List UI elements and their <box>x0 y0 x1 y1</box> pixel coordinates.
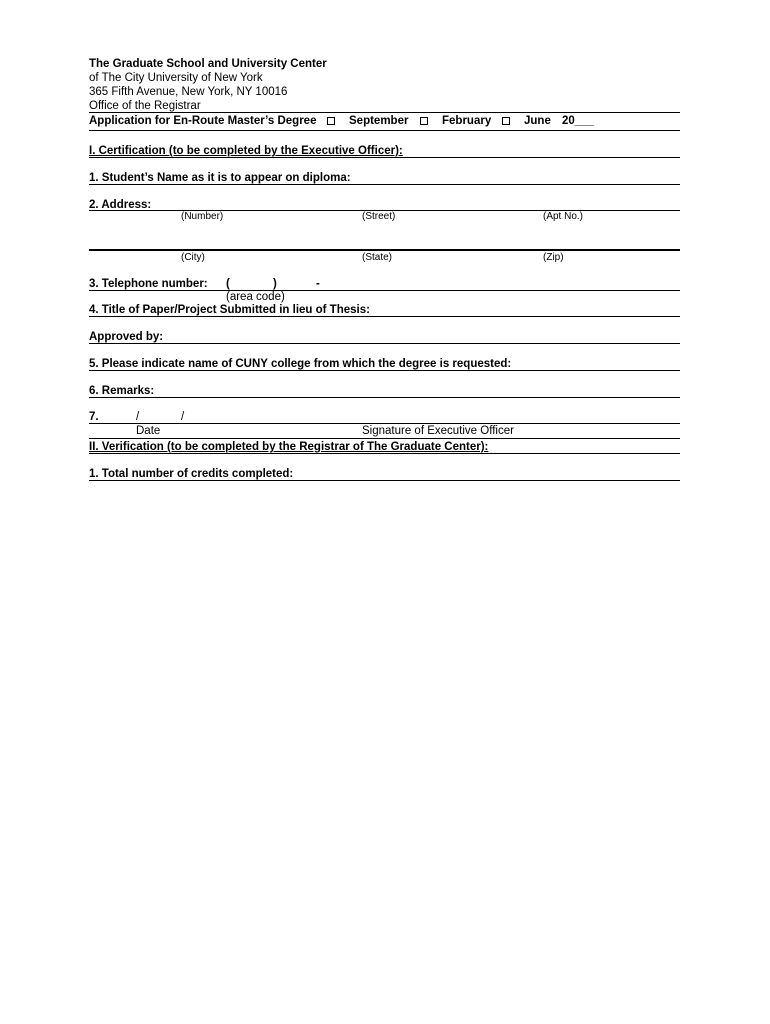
institution-name: The Graduate School and University Center <box>89 58 327 70</box>
section-2-divider <box>89 438 680 439</box>
september-checkbox[interactable] <box>327 117 335 125</box>
address-label: 2. Address: <box>89 199 152 211</box>
cuny-college-field[interactable] <box>89 370 680 371</box>
address-line-2[interactable] <box>89 249 680 251</box>
section-2-line <box>89 453 680 454</box>
section-1-heading: I. Certification (to be completed by the Executive Officer): <box>89 145 403 157</box>
application-divider <box>89 130 680 131</box>
cuny-college-label: 5. Please indicate name of CUNY college from which the degree is requested: <box>89 358 512 370</box>
date-slash-2: / <box>181 411 185 423</box>
university-name: of The City University of New York <box>89 72 263 84</box>
paper-title-label: 4. Title of Paper/Project Submitted in lieu of Thesis: <box>89 304 370 316</box>
zip-caption: (Zip) <box>543 252 564 263</box>
item-7-label: 7. <box>89 411 99 423</box>
institution-address: 365 Fifth Avenue, New York, NY 10016 <box>89 86 288 98</box>
apt-caption: (Apt No.) <box>543 211 584 222</box>
february-checkbox[interactable] <box>420 117 428 125</box>
date-signature-field[interactable] <box>89 423 680 424</box>
paper-title-field[interactable] <box>89 316 680 317</box>
section-2-heading: II. Verification (to be completed by the Registrar of The Graduate Center): <box>89 441 489 453</box>
june-checkbox[interactable] <box>502 117 510 125</box>
section-1-line <box>89 157 680 158</box>
telephone-field[interactable] <box>89 290 680 291</box>
city-caption: (City) <box>181 252 205 263</box>
credits-field[interactable] <box>89 480 680 481</box>
date-caption: Date <box>136 425 161 437</box>
september-label: September <box>349 115 409 127</box>
application-title: Application for En-Route Master’s Degree <box>89 115 317 127</box>
telephone-label: 3. Telephone number: <box>89 278 208 290</box>
june-label: June <box>524 115 551 127</box>
number-caption: (Number) <box>181 211 224 222</box>
area-code-close: ) <box>273 278 277 290</box>
credits-label: 1. Total number of credits completed: <box>89 468 294 480</box>
street-caption: (Street) <box>362 211 396 222</box>
year-field[interactable]: 20___ <box>562 115 594 127</box>
student-name-field[interactable] <box>89 184 680 185</box>
header-divider <box>89 112 680 113</box>
approved-by-label: Approved by: <box>89 331 164 343</box>
remarks-field[interactable] <box>89 397 680 398</box>
remarks-label: 6. Remarks: <box>89 385 155 397</box>
office-name: Office of the Registrar <box>89 100 201 112</box>
approved-by-field[interactable] <box>89 343 680 344</box>
february-label: February <box>442 115 492 127</box>
student-name-label: 1. Student’s Name as it is to appear on diploma: <box>89 172 351 184</box>
state-caption: (State) <box>362 252 393 263</box>
date-slash-1: / <box>136 411 140 423</box>
area-code-open: ( <box>226 278 230 290</box>
phone-dash: - <box>316 278 320 290</box>
area-code-caption: (area code) <box>226 291 285 303</box>
signature-caption: Signature of Executive Officer <box>362 425 514 437</box>
